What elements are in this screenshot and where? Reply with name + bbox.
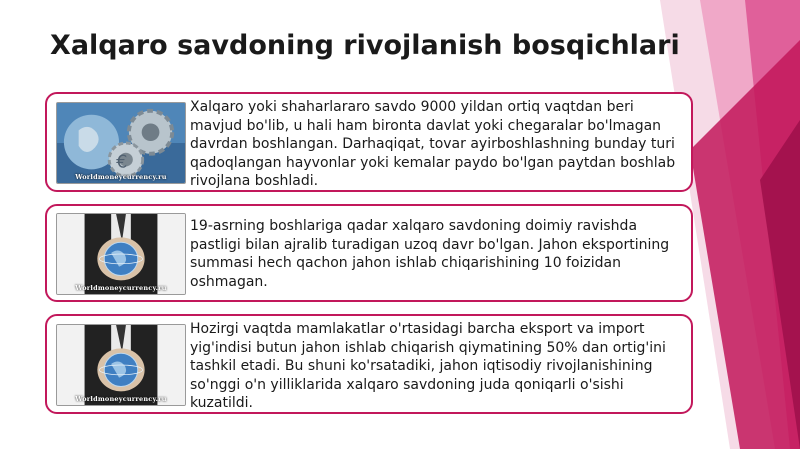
image-watermark: Worldmoneycurrency.ru (75, 173, 167, 181)
image-watermark: Worldmoneycurrency.ru (75, 395, 167, 403)
image-watermark: Worldmoneycurrency.ru (75, 284, 167, 292)
slide-title: Xalqaro savdoning rivojlanish bosqichlari (50, 30, 680, 61)
hands-globe-image (56, 213, 186, 295)
content-card-1 (45, 92, 693, 192)
hands-globe-image (56, 324, 186, 406)
content-card-3 (45, 314, 693, 414)
card-1-text: Xalqaro yoki shaharlararo savdo 9000 yildan ortiq vaqtdan beri mavjud bo'lib, u hali ham bironta davlat yoki chegaralar bo'lmagan davrdan boshlangan. Darhaqiqat, tovar ayirboshlashning bunday turi qadoqlangan hayvonlar yoki kemalar paydo bo'lgan paytdan boshlab rivojlana boshladi. (190, 99, 676, 189)
card-3-text: Hozirgi vaqtda mamlakatlar o'rtasidagi barcha eksport va import yig'indisi butun jahon ishlab chiqarish qiymatining 50% dan ortig'ini tashkil etadi. Bu shuni ko'rsatadiki, jahon iqtisodiy rivojlanishining so'nggi o'n yilliklarida xalqaro savdoning juda qoniqarli o'sishi kuzatildi. (190, 321, 666, 411)
card-2-text: 19-asrning boshlariga qadar xalqaro savdoning doimiy ravishda pastligi bilan ajralib turadigan uzoq davr bo'lgan. Jahon eksportining summasi hech qachon jahon ishlab chiqarishining 10 foizidan oshmagan. (190, 218, 670, 290)
content-card-2 (45, 204, 693, 302)
svg-text:€: € (116, 152, 128, 173)
gears-globe-image (56, 102, 186, 184)
